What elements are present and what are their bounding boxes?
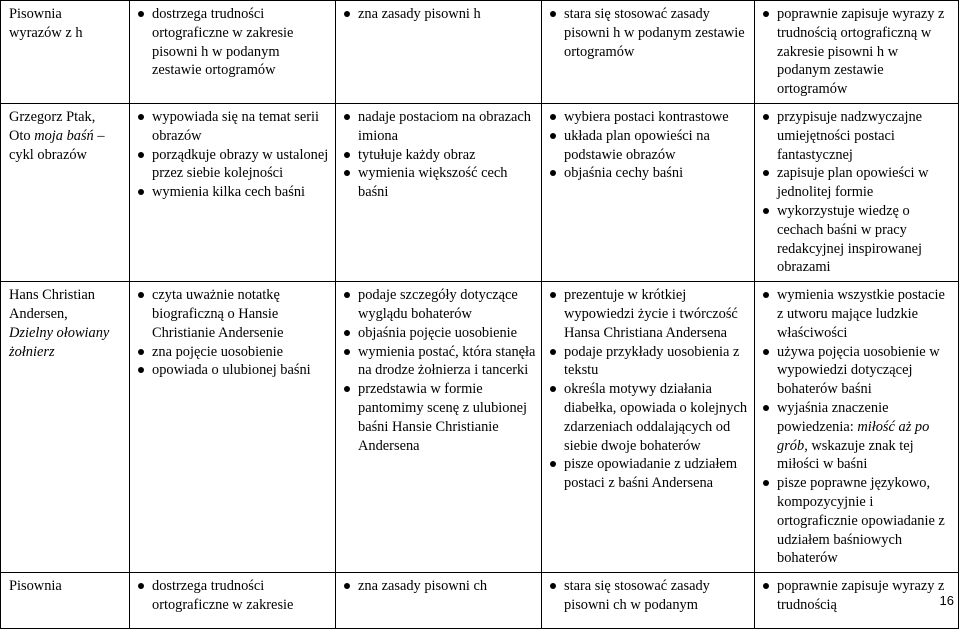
table-row (1, 103, 959, 281)
bullet-item: nadaje postaciom na obrazach imiona (342, 108, 537, 146)
topic-cell (1, 573, 130, 629)
topic-line: Pisownia (9, 6, 62, 22)
topic-dash: – (93, 127, 105, 144)
page-number: 16 (939, 593, 954, 608)
requirement-cell (755, 282, 959, 573)
requirement-cell (336, 103, 542, 281)
topic-line: cykl obrazów (9, 146, 87, 163)
bullet-item: objaśnia cechy baśni (548, 164, 750, 183)
bullet-text: , wskazuje znak tej miłości w baśni (777, 437, 914, 473)
bullet-item: czyta uważnie notatkę biograficzną o Hansie Christianie Andersenie (136, 286, 331, 342)
bullet-text: wyjaśnia znaczenie powiedzenia: (777, 399, 889, 435)
bullet-item: wypowiada się na temat serii obrazów (136, 108, 331, 146)
topic-cell (1, 103, 130, 281)
requirement-cell (542, 573, 755, 629)
bullet-item: stara się stosować zasady pisowni h w podanym zestawie ortogramów (548, 5, 750, 61)
requirement-cell (755, 1, 959, 104)
bullet-item: wymienia wszystkie postacie z utworu mające ludzkie właściwości (761, 286, 954, 342)
topic-work-title: Dzielny ołowiany żołnierz (9, 324, 110, 360)
topic-work-title: moja baśń (34, 127, 94, 144)
table-row (1, 1, 959, 104)
topic-cell (1, 1, 130, 104)
topic-cell (1, 282, 130, 573)
bullet-item: wykorzystuje wiedzę o cechach baśni w pracy redakcyjnej inspirowanej obrazami (761, 202, 954, 277)
requirement-cell (755, 103, 959, 281)
bullet-item: określa motywy działania diabełka, opowiada o kolejnych zdarzeniach oddalających od siebie dwoje bohaterów (548, 380, 750, 455)
bullet-item: podaje szczegóły dotyczące wyglądu bohaterów (342, 286, 537, 324)
topic-text: Oto (9, 127, 35, 144)
bullet-item: przypisuje nadzwyczajne umiejętności postaci fantastycznej (761, 108, 954, 164)
bullet-item: porządkuje obrazy w ustalonej przez siebie kolejności (136, 146, 331, 184)
bullet-item: stara się stosować zasady pisowni ch w podanym (548, 577, 750, 615)
requirement-cell (130, 103, 336, 281)
bullet-item: poprawnie zapisuje wyrazy z trudnością ortograficzną w zakresie pisowni h w podanym zestawie ortogramów (761, 5, 954, 99)
requirement-cell (336, 573, 542, 629)
topic-line: Pisownia (9, 578, 62, 595)
bullet-item: prezentuje w krótkiej wypowiedzi życie i twórczość Hansa Christiana Andersena (548, 286, 750, 342)
bullet-item: wymienia kilka cech baśni (136, 183, 331, 202)
requirement-cell (130, 282, 336, 573)
saying-text: miłość aż po grób (777, 418, 930, 454)
bullet-item: zna zasady pisowni ch (342, 577, 537, 596)
bullet-item: pisze opowiadanie z udziałem postaci z baśni Andersena (548, 455, 750, 493)
table-row (1, 573, 959, 629)
bullet-item: zapisuje plan opowieści w jednolitej formie (761, 164, 954, 202)
bullet-item: wybiera postaci kontrastowe (548, 108, 750, 127)
bullet-item: opowiada o ulubionej baśni (136, 361, 331, 380)
bullet-item: wymienia postać, która stanęła na drodze żołnierza i tancerki (342, 343, 537, 381)
requirement-cell (542, 282, 755, 573)
bullet-item: przedstawia w formie pantomimy scenę z ulubionej baśni Hansie Christianie Andersena (342, 380, 537, 455)
topic-author: Hans Christian Andersen, (9, 287, 95, 322)
topic-author: Grzegorz Ptak, (9, 108, 96, 125)
bullet-item: używa pojęcia uosobienie w wypowiedzi dotyczącej bohaterów baśni (761, 343, 954, 399)
requirement-cell (755, 573, 959, 629)
bullet-item: zna zasady pisowni h (342, 5, 537, 24)
requirement-cell (336, 282, 542, 573)
bullet-item: podaje przykłady uosobienia z tekstu (548, 343, 750, 381)
table-row (1, 282, 959, 573)
bullet-item: objaśnia pojęcie uosobienie (342, 324, 537, 343)
bullet-item: zna pojęcie uosobienie (136, 343, 331, 362)
bullet-item: pisze poprawne językowo, kompozycyjnie i ortograficznie opowiadanie z udziałem baśniowych bohaterów (761, 474, 954, 568)
bullet-item: poprawnie zapisuje wyrazy z trudnością (761, 577, 954, 615)
requirement-cell (130, 573, 336, 629)
requirement-cell (130, 1, 336, 104)
topic-line: wyrazów z h (9, 24, 83, 41)
bullet-item: dostrzega trudności ortograficzne w zakresie (136, 577, 331, 615)
bullet-item: układa plan opowieści na podstawie obrazów (548, 127, 750, 165)
bullet-item: wymienia większość cech baśni (342, 164, 537, 202)
requirement-cell (542, 1, 755, 104)
bullet-item (761, 399, 954, 474)
requirement-cell (336, 1, 542, 104)
bullet-item: dostrzega trudności ortograficzne w zakresie pisowni h w podanym zestawie ortogramów (136, 5, 331, 80)
topic-title-line (9, 127, 125, 146)
bullet-item: tytułuje każdy obraz (342, 146, 537, 165)
requirement-cell (542, 103, 755, 281)
